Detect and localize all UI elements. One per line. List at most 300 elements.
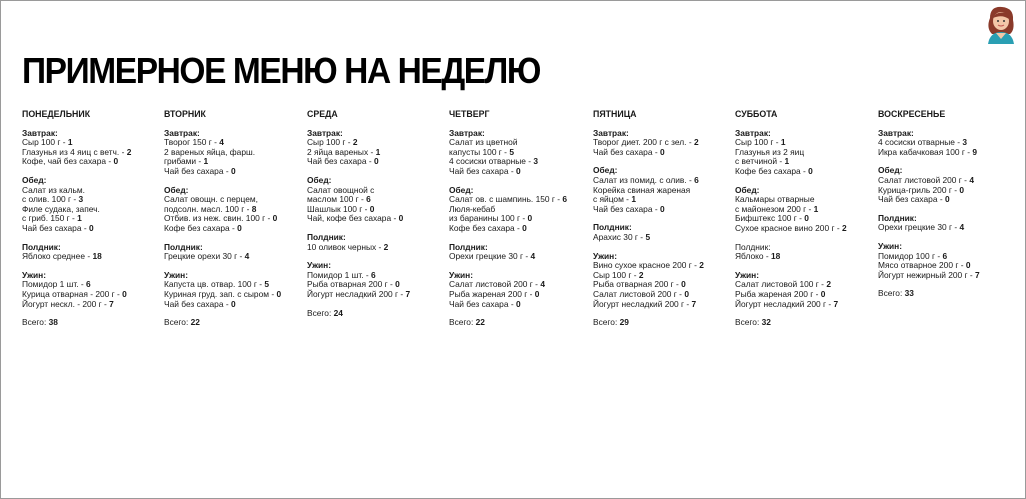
menu-item-points: 0: [88, 222, 94, 233]
meal-section: [878, 214, 980, 233]
menu-item-points: 7: [691, 298, 697, 309]
menu-item: Помидор 1 шт. - 6: [307, 269, 376, 280]
day-total: [735, 318, 847, 328]
menu-item-points: 0: [527, 213, 533, 224]
menu-item-points: 4: [244, 251, 250, 262]
menu-item-text: с майонезом 200 г: [735, 203, 807, 214]
meal-label: Полдник:: [878, 212, 917, 223]
meal-label: Ужин:: [449, 269, 474, 280]
menu-item-text: Салат листовой 200 г: [449, 279, 533, 290]
menu-item: Орехи грецкие 30 г - 4: [878, 222, 965, 233]
menu-item: маслом 100 г - 6: [307, 194, 371, 205]
menu-item: с ветчиной - 1: [735, 156, 790, 167]
menu-item-text: Чай без сахара: [878, 194, 938, 205]
day-total-value: 33: [904, 288, 914, 299]
menu-item-text: Сыр 100 г: [307, 137, 346, 148]
menu-item: подсолн. масл. 100 г - 8: [164, 203, 257, 214]
menu-item-text: Чай без сахара: [164, 165, 224, 176]
meal-section: [449, 129, 567, 177]
menu-item-text: Кальмары отварные: [735, 194, 815, 205]
menu-item-points: 3: [78, 194, 84, 205]
day-heading: ВТОРНИК: [164, 109, 206, 119]
menu-item-text: Йогурт несладкий 200 г: [735, 298, 827, 309]
menu-item-points: 4: [959, 222, 965, 233]
menu-item-text: Грецкие орехи 30 г: [164, 251, 238, 262]
day-total: [164, 318, 281, 328]
day-heading: ВОСКРЕСЕНЬЕ: [878, 109, 946, 119]
menu-item-text: Рыба жареная 200 г: [449, 288, 528, 299]
menu-item-text: Чай без сахара: [593, 203, 653, 214]
menu-item: Икра кабачковая 100 г - 9: [878, 146, 978, 157]
menu-item-text: Помидор 1 шт.: [22, 279, 79, 290]
menu-item-points: 2: [383, 241, 389, 252]
menu-item-text: Йогурт нежирный 200 г: [878, 269, 968, 280]
menu-item-points: 0: [515, 298, 521, 309]
menu-item: Шашлык 100 г - 0: [307, 203, 375, 214]
menu-item-text: Курица отварная - 200 г: [22, 288, 115, 299]
menu-item: Чай без сахара - 0: [164, 298, 236, 309]
menu-item: Кофе без сахара - 0: [164, 222, 242, 233]
menu-item: Салат ов. с шампинь. 150 г - 6: [449, 194, 568, 205]
menu-item: капусты 100 г - 5: [449, 146, 514, 157]
menu-item: Салат из помид. с олив. - 6: [593, 174, 699, 185]
day-total: [878, 289, 980, 299]
meal-section: [735, 243, 847, 262]
menu-item: Чай без сахара - 0: [593, 146, 665, 157]
day-column: [307, 110, 410, 318]
menu-item-text: с ветчиной: [735, 156, 778, 167]
menu-item-points: 0: [808, 165, 813, 176]
meal-section: [22, 243, 131, 262]
menu-item-points: 0: [659, 203, 665, 214]
menu-item-text: Шашлык 100 г: [307, 203, 363, 214]
menu-item-points: 0: [684, 288, 689, 299]
menu-item-text: Куриная груд. зап. с сыром: [164, 288, 270, 299]
menu-item-text: Сухое красное вино 200 г: [735, 222, 835, 233]
day-total: [22, 318, 131, 328]
day-heading: ПЯТНИЦА: [593, 109, 637, 119]
day-total-value: 32: [761, 317, 771, 328]
menu-item: Капуста цв. отвар. 100 г - 5: [164, 279, 270, 290]
menu-item: Курица-гриль 200 г - 0: [878, 184, 964, 195]
menu-item-points: 0: [398, 213, 404, 224]
menu-item-points: 0: [373, 156, 379, 167]
day-heading: СРЕДА: [307, 109, 338, 119]
menu-item-text: Вино сухое красное 200 г: [593, 260, 692, 271]
meal-label: Завтрак:: [164, 127, 200, 138]
menu-item: Грецкие орехи 30 г - 4: [164, 251, 250, 262]
meal-section: [22, 176, 131, 234]
menu-item-points: 0: [276, 288, 282, 299]
menu-item-text: Салат овощной с: [307, 184, 375, 195]
menu-item: Чай без сахара - 0: [449, 165, 521, 176]
menu-item-text: с олив. 100 г: [22, 194, 72, 205]
menu-item: 2 яйца вареных - 1: [307, 146, 381, 157]
menu-item-points: 6: [942, 250, 948, 261]
menu-item: Орехи грецкие 30 г - 4: [449, 251, 536, 262]
meal-section: [878, 129, 980, 158]
menu-item: Помидор 100 г - 6: [878, 250, 948, 261]
meal-section: [164, 271, 281, 309]
menu-item-text: Салат листовой 100 г: [735, 279, 819, 290]
menu-item-points: 0: [230, 298, 236, 309]
menu-item: Салат листовой 100 г - 2: [735, 279, 831, 290]
meal-section: [449, 271, 567, 309]
menu-item-text: 2 яйца вареных: [307, 146, 369, 157]
meal-section: [593, 129, 704, 158]
menu-item-points: 9: [972, 146, 978, 157]
meal-label: Ужин:: [164, 269, 189, 280]
meal-label: Обед:: [449, 184, 474, 195]
menu-item-text: Сыр 100 г: [22, 137, 61, 148]
meal-label: Завтрак:: [878, 127, 914, 138]
menu-item-text: Салат листовой 200 г: [878, 174, 962, 185]
meal-label: Завтрак:: [449, 127, 485, 138]
menu-item-points: 0: [515, 165, 521, 176]
menu-item-text: Чай, кофе без сахара: [307, 213, 392, 224]
menu-item-text: Салат из помид. с олив.: [593, 174, 687, 185]
woman-avatar-logo-icon: [982, 4, 1018, 44]
meal-label: Полдник:: [307, 231, 346, 242]
menu-item-text: Кофе без сахара: [449, 222, 515, 233]
day-heading: ЧЕТВЕРГ: [449, 109, 490, 119]
menu-item-points: 0: [959, 184, 964, 195]
menu-item-text: маслом 100 г: [307, 194, 359, 205]
menu-item: Творог диет. 200 г с зел. - 2: [593, 137, 699, 148]
menu-item: Куриная груд. зап. с сыром - 0: [164, 288, 282, 299]
menu-item-points: 6: [694, 174, 699, 185]
day-total-label: Всего:: [164, 317, 191, 328]
meal-section: [878, 242, 980, 280]
menu-item-text: Рыба отварная 200 г: [593, 279, 674, 290]
menu-item-text: Филе судака, запеч.: [22, 203, 100, 214]
menu-item-points: 0: [237, 222, 242, 233]
menu-item: Отбив. из неж. свин. 100 г - 0: [164, 213, 278, 224]
menu-item-text: Кофе без сахара: [164, 222, 230, 233]
menu-item-text: Икра кабачковая 100 г: [878, 146, 965, 157]
menu-item-text: Салат из кальм.: [22, 184, 86, 195]
menu-item-points: 4: [530, 251, 536, 262]
menu-item-points: 18: [770, 251, 781, 262]
menu-item-points: 1: [375, 146, 381, 157]
menu-item-text: Курица-гриль 200 г: [878, 184, 952, 195]
menu-item-points: 2: [693, 137, 699, 148]
meal-label: Обед:: [307, 174, 332, 185]
menu-item-text: Помидор 100 г: [878, 250, 935, 261]
meal-label: Полдник:: [164, 241, 203, 252]
meal-section: [307, 233, 410, 252]
menu-item: Вино сухое красное 200 г - 2: [593, 260, 704, 271]
menu-item-text: Чай без сахара: [22, 222, 82, 233]
menu-item: Йогурт несладкий 200 г - 7: [593, 298, 697, 309]
menu-item: Чай без сахара - 0: [164, 165, 236, 176]
menu-item-text: Бифштекс 100 г: [735, 213, 797, 224]
meal-section: [307, 129, 410, 167]
day-column: [735, 110, 847, 328]
menu-item-text: Орехи грецкие 30 г: [449, 251, 524, 262]
menu-item-points: 0: [944, 194, 950, 205]
menu-item-points: 6: [86, 279, 91, 290]
menu-item-points: 0: [369, 203, 375, 214]
meal-section: [164, 129, 281, 177]
menu-item: Рыба отварная 200 г - 0: [307, 279, 400, 290]
menu-item-text: 4 сосиски отварные: [878, 137, 955, 148]
meal-label: Полдник:: [735, 241, 771, 252]
meal-section: [735, 129, 847, 177]
menu-item-text: Йогурт нескл. - 200 г: [22, 298, 102, 309]
menu-item: Яблоко среднее - 18: [22, 251, 102, 262]
menu-item-points: 0: [272, 213, 278, 224]
menu-item-points: 7: [405, 288, 411, 299]
meal-section: [307, 261, 410, 299]
menu-item: Йогурт нежирный 200 г - 7: [878, 269, 980, 280]
menu-item-points: 2: [826, 279, 831, 290]
meal-label: Ужин:: [22, 269, 47, 280]
menu-item: Рыба жареная 200 г - 0: [735, 288, 826, 299]
meal-label: Полдник:: [593, 222, 632, 233]
menu-item-points: 8: [251, 203, 257, 214]
menu-item-points: 1: [67, 137, 73, 148]
menu-item-text: Кофе, чай без сахара: [22, 156, 107, 167]
menu-item-points: 1: [780, 137, 786, 148]
meal-label: Завтрак:: [307, 127, 343, 138]
menu-item-text: капусты 100 г: [449, 146, 502, 157]
menu-item-text: 4 сосиски отварные: [449, 156, 526, 167]
menu-item-text: Яблоко среднее: [22, 251, 85, 262]
menu-item: Мясо отварное 200 г - 0: [878, 260, 971, 271]
menu-item-text: Чай без сахара: [449, 165, 509, 176]
day-total-value: 24: [333, 307, 343, 318]
menu-item-text: Глазунья из 4 яиц с ветч.: [22, 146, 120, 157]
menu-item-points: 7: [975, 269, 980, 280]
meal-section: [593, 166, 704, 214]
menu-item-text: Чай без сахара: [593, 146, 653, 157]
day-column: [164, 110, 281, 328]
menu-item-points: 7: [109, 298, 114, 309]
menu-item-points: 0: [122, 288, 127, 299]
menu-item: Кофе без сахара - 0: [735, 165, 813, 176]
menu-item: 4 сосиски отварные - 3: [449, 156, 539, 167]
menu-item-points: 2: [638, 269, 644, 280]
menu-item-points: 5: [264, 279, 270, 290]
day-column: [878, 110, 980, 299]
menu-item-points: 7: [833, 298, 839, 309]
menu-item-text: Творог 150 г: [164, 137, 212, 148]
menu-item-text: Йогурт несладкий 200 г: [593, 298, 685, 309]
menu-item: из баранины 100 г - 0: [449, 213, 533, 224]
menu-item: с яйцом - 1: [593, 194, 636, 205]
menu-item: Помидор 1 шт. - 6: [22, 279, 91, 290]
meal-label: Обед:: [878, 165, 903, 176]
menu-item-text: Орехи грецкие 30 г: [878, 222, 953, 233]
menu-item-text: Арахис 30 г: [593, 231, 638, 242]
meal-label: Полдник:: [449, 241, 488, 252]
menu-item: Рыба жареная 200 г - 0: [449, 288, 540, 299]
day-total-label: Всего:: [22, 317, 49, 328]
menu-item-points: 1: [203, 156, 209, 167]
day-total: [593, 318, 704, 328]
menu-item-text: с яйцом: [593, 194, 624, 205]
menu-item-text: Люля-кебаб: [449, 203, 496, 214]
menu-item: Салат листовой 200 г - 4: [449, 279, 545, 290]
day-total: [449, 318, 567, 328]
day-total-label: Всего:: [593, 317, 620, 328]
menu-item-text: Чай без сахара: [164, 298, 224, 309]
menu-item: Рыба отварная 200 г - 0: [593, 279, 686, 290]
menu-item-text: Рыба жареная 200 г: [735, 288, 814, 299]
menu-item-text: Йогурт несладкий 200 г: [307, 288, 399, 299]
meal-label: Ужин:: [735, 269, 760, 280]
menu-item-points: 5: [509, 146, 514, 157]
menu-item-points: 1: [77, 213, 82, 224]
meal-section: [307, 176, 410, 224]
meal-section: [593, 252, 704, 310]
menu-item-text: Салат листовой 200 г: [593, 288, 677, 299]
menu-item-points: 4: [969, 174, 974, 185]
menu-item-points: 6: [371, 269, 376, 280]
menu-item-text: Кофе без сахара: [735, 165, 801, 176]
day-column: [22, 110, 131, 328]
day-total-label: Всего:: [449, 317, 476, 328]
menu-item: Сухое красное вино 200 г - 2: [735, 222, 847, 233]
menu-item: Бифштекс 100 г - 0: [735, 213, 809, 224]
menu-item-text: Сыр 100 г: [593, 269, 632, 280]
day-total-label: Всего:: [307, 307, 334, 318]
menu-item-points: 0: [820, 288, 826, 299]
menu-item-points: 0: [522, 222, 527, 233]
menu-item-text: Салат из цветной: [449, 137, 518, 148]
menu-item: Салат листовой 200 г - 4: [878, 174, 974, 185]
menu-item: Сыр 100 г - 2: [307, 137, 358, 148]
menu-item-text: подсолн. масл. 100 г: [164, 203, 245, 214]
menu-item-points: 3: [533, 156, 539, 167]
menu-item: Чай без сахара - 0: [593, 203, 665, 214]
menu-item-points: 2: [841, 222, 847, 233]
menu-item: Салат листовой 200 г - 0: [593, 288, 689, 299]
menu-item-points: 0: [395, 279, 400, 290]
menu-item-points: 3: [962, 137, 968, 148]
menu-item-points: 0: [113, 156, 119, 167]
menu-item: Йогурт несладкий 200 г - 7: [307, 288, 411, 299]
menu-item-points: 6: [366, 194, 371, 205]
meal-section: [164, 243, 281, 262]
menu-item-text: 10 оливок черных: [307, 241, 377, 252]
menu-item-text: Салат овощн. с перцем,: [164, 194, 258, 205]
menu-item-text: Салат ов. с шампинь. 150 г: [449, 194, 555, 205]
day-heading: ПОНЕДЕЛЬНИК: [22, 109, 91, 119]
meal-section: [449, 186, 567, 234]
menu-item-text: Помидор 1 шт.: [307, 269, 364, 280]
meal-label: Обед:: [593, 165, 618, 176]
meal-section: [22, 271, 131, 309]
menu-item: Чай без сахара - 0: [449, 298, 521, 309]
menu-item: 4 сосиски отварные - 3: [878, 137, 968, 148]
menu-item: Арахис 30 г - 5: [593, 231, 651, 242]
page-title: ПРИМЕРНОЕ МЕНЮ НА НЕДЕЛЮ: [22, 50, 540, 91]
menu-item-text: Отбив. из неж. свин. 100 г: [164, 213, 266, 224]
menu-item-text: Капуста цв. отвар. 100 г: [164, 279, 257, 290]
menu-item: с олив. 100 г - 3: [22, 194, 84, 205]
day-column: [593, 110, 704, 328]
menu-item: Кофе без сахара - 0: [449, 222, 527, 233]
menu-item-points: 0: [804, 213, 809, 224]
menu-item-points: 0: [230, 165, 236, 176]
menu-item: Чай без сахара - 0: [307, 156, 379, 167]
meal-section: [878, 166, 980, 204]
day-column: [449, 110, 567, 328]
menu-item-text: с гриб. 150 г: [22, 213, 70, 224]
menu-item-points: 6: [562, 194, 568, 205]
menu-item-points: 1: [784, 156, 790, 167]
menu-item: Сыр 100 г - 2: [593, 269, 644, 280]
menu-item-points: 0: [534, 288, 540, 299]
menu-item-text: Глазунья из 2 яиц: [735, 146, 805, 157]
menu-item-text: Рыба отварная 200 г: [307, 279, 388, 290]
menu-item: Курица отварная - 200 г - 0: [22, 288, 127, 299]
menu-item: с гриб. 150 г - 1: [22, 213, 82, 224]
meal-label: Ужин:: [307, 260, 332, 271]
menu-item-points: 1: [631, 194, 636, 205]
menu-item: Сыр 100 г - 1: [735, 137, 786, 148]
meal-label: Завтрак:: [593, 127, 629, 138]
meal-section: [593, 223, 704, 242]
menu-item: Сыр 100 г - 1: [22, 137, 73, 148]
meal-label: Завтрак:: [735, 127, 771, 138]
menu-item-points: 1: [813, 203, 819, 214]
menu-item-points: 0: [965, 260, 971, 271]
menu-item-points: 5: [645, 231, 651, 242]
menu-item-points: 2: [699, 260, 704, 271]
menu-item: 10 оливок черных - 2: [307, 241, 389, 252]
menu-item: Йогурт несладкий 200 г - 7: [735, 298, 839, 309]
menu-item-text: Корейка свиная жареная: [593, 184, 691, 195]
meal-section: [449, 243, 567, 262]
menu-item: Чай без сахара - 0: [22, 222, 94, 233]
meal-label: Ужин:: [593, 250, 618, 261]
menu-item-points: 4: [219, 137, 224, 148]
meal-label: Ужин:: [878, 240, 903, 251]
menu-item-points: 18: [92, 251, 102, 262]
meal-section: [164, 186, 281, 234]
menu-item-text: Чай без сахара: [307, 156, 367, 167]
day-total-value: 22: [475, 317, 485, 328]
day-total-label: Всего:: [878, 288, 905, 299]
day-total-value: 38: [48, 317, 58, 328]
menu-item: с майонезом 200 г - 1: [735, 203, 819, 214]
menu-item-text: 2 вареных яйца, фарш.: [164, 146, 256, 157]
menu-item-text: Яблоко: [735, 251, 764, 262]
menu-item: грибами - 1: [164, 156, 209, 167]
meal-label: Обед:: [22, 174, 47, 185]
menu-item: Творог 150 г - 4: [164, 137, 224, 148]
menu-item: Яблоко - 18: [735, 251, 781, 262]
day-total-label: Всего:: [735, 317, 762, 328]
meal-label: Обед:: [735, 184, 760, 195]
menu-item: Кофе, чай без сахара - 0: [22, 156, 119, 167]
meal-label: Обед:: [164, 184, 189, 195]
menu-item: Йогурт нескл. - 200 г - 7: [22, 298, 114, 309]
menu-item-text: Творог диет. 200 г с зел.: [593, 137, 687, 148]
meal-section: [735, 271, 847, 309]
day-total-value: 22: [190, 317, 200, 328]
day-total: [307, 309, 410, 319]
meal-label: Полдник:: [22, 241, 61, 252]
menu-item-text: Чай без сахара: [449, 298, 509, 309]
meal-section: [22, 129, 131, 167]
menu-item-points: 4: [540, 279, 545, 290]
menu-item-points: 0: [681, 279, 686, 290]
meal-section: [735, 186, 847, 234]
